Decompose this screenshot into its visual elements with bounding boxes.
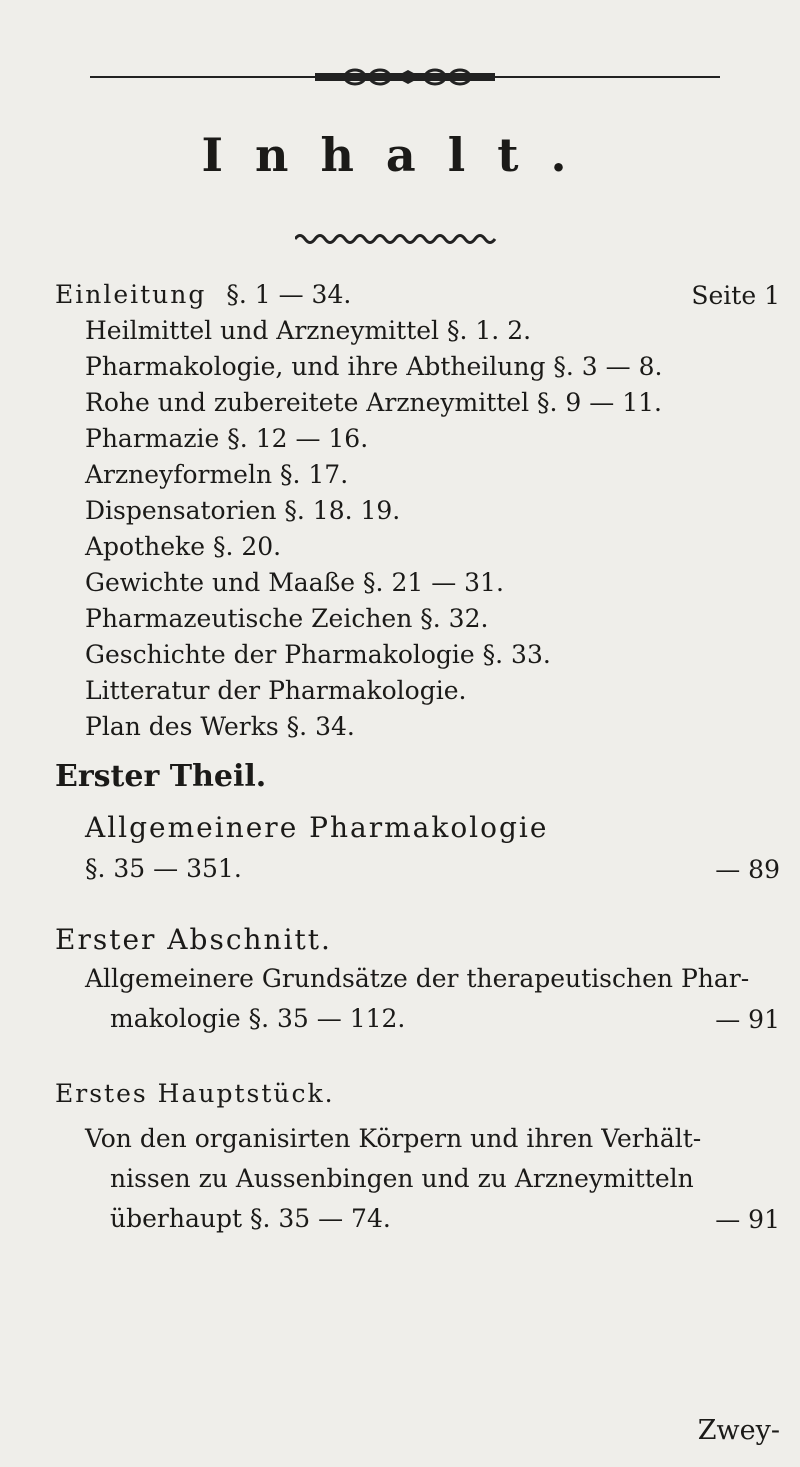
catchword: Zwey- (697, 1415, 780, 1446)
erstes-hauptstueck-line: nissen zu Aussenbingen und zu Arzneymitteln (110, 1164, 694, 1193)
erstes-hauptstueck-line: überhaupt §. 35 — 74. (110, 1204, 391, 1233)
toc-entry: Litteratur der Pharmakologie. (85, 676, 467, 705)
toc-entry: Geschichte der Pharmakologie §. 33. (85, 640, 551, 669)
toc-entry: Dispensatorien §. 18. 19. (85, 496, 401, 525)
einleitung-page: Seite 1 (691, 281, 780, 310)
toc-entry: Arzneyformeln §. 17. (85, 460, 349, 489)
erster-theil-subheading: Allgemeinere Pharmakologie (85, 811, 549, 844)
erstes-hauptstueck-line: Von den organisirten Körpern und ihren Verhält- (85, 1124, 702, 1153)
einleitung-range: §. 1 — 34. (226, 280, 352, 309)
erster-abschnitt-line: makologie §. 35 — 112. (110, 1004, 406, 1033)
decorative-wave (295, 232, 500, 246)
einleitung-heading: Einleitung (55, 280, 207, 309)
toc-entry: Pharmakologie, und ihre Abtheilung §. 3 — 8. (85, 352, 663, 381)
erster-theil-heading: Erster Theil. (55, 759, 267, 794)
toc-entry: Pharmazie §. 12 — 16. (85, 424, 369, 453)
toc-entry: Pharmazeutische Zeichen §. 32. (85, 604, 489, 633)
ornamental-rule (90, 62, 720, 92)
toc-entry: Plan des Werks §. 34. (85, 712, 355, 741)
erster-abschnitt-line: Allgemeinere Grundsätze der therapeutischen Phar- (85, 964, 750, 993)
erstes-hauptstueck-heading: Erstes Hauptstück. (55, 1079, 335, 1108)
toc-entry: Heilmittel und Arzneymittel §. 1. 2. (85, 316, 532, 345)
page-title: Inhalt. (201, 128, 599, 182)
erster-abschnitt-page: — 91 (715, 1005, 780, 1034)
erster-abschnitt-heading: Erster Abschnitt. (55, 923, 332, 956)
erstes-hauptstueck-page: — 91 (715, 1205, 780, 1234)
erster-theil-page: — 89 (715, 855, 780, 884)
toc-entry: Gewichte und Maaße §. 21 — 31. (85, 568, 504, 597)
toc-entry: Rohe und zubereitete Arzneymittel §. 9 — 11. (85, 388, 662, 417)
erster-theil-range: §. 35 — 351. (85, 854, 242, 883)
toc-entry: Apotheke §. 20. (85, 532, 282, 561)
einleitung-heading-line (55, 281, 351, 309)
